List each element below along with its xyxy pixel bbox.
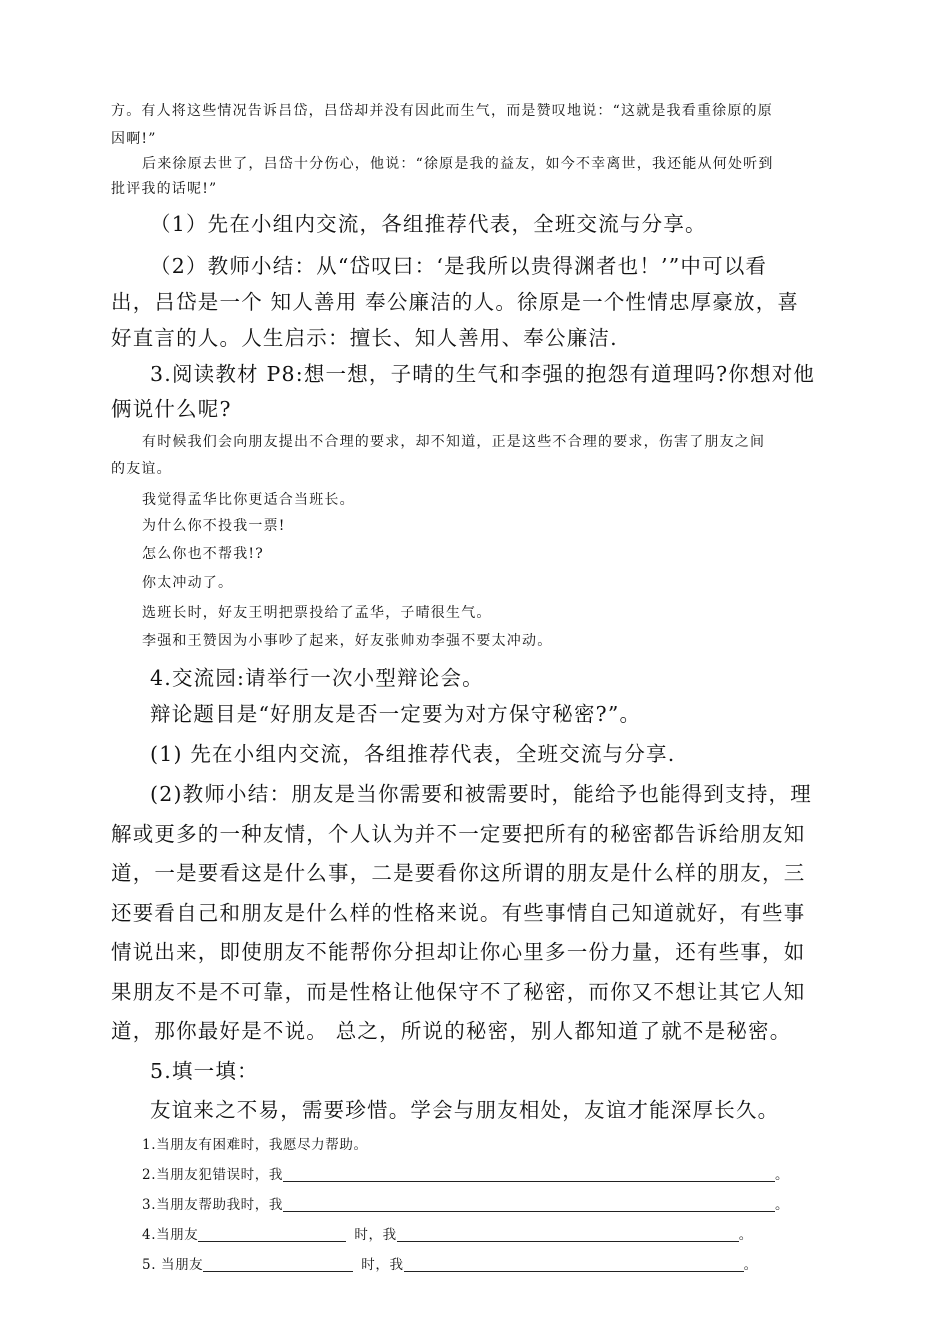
part5-intro: 友谊来之不易，需要珍惜。学会与朋友相处，友谊才能深厚长久。: [150, 1098, 780, 1122]
part3-quote-3: 怎么你也不帮我!?: [142, 546, 264, 562]
fill-item-2-blank[interactable]: [283, 1166, 775, 1182]
fill-item-4-blank-2[interactable]: [397, 1226, 739, 1242]
part4-summary-line-4: 还要看自己和朋友是什么样的性格来说。有些事情自己知道就好，有些事: [111, 901, 806, 925]
part3-question-line-1: 3.阅读教材 P8:想一想，子晴的生气和李强的抱怨有道理吗?你想对他: [150, 362, 816, 386]
fill-item-5-blank-1[interactable]: [203, 1256, 353, 1272]
part2-step1: （1）先在小组内交流，各组推荐代表，全班交流与分享。: [150, 212, 707, 236]
part4-summary-line-1: (2)教师小结：朋友是当你需要和被需要时，能给予也能得到支持，理: [150, 782, 812, 806]
fill-item-5-middle: 时，我: [361, 1257, 404, 1273]
fill-item-1: 1.当朋友有困难时，我愿尽力帮助。: [142, 1137, 368, 1153]
fill-item-5: [142, 1253, 758, 1273]
fill-item-4-period: 。: [738, 1227, 753, 1243]
fill-item-5-blank-2[interactable]: [404, 1256, 744, 1272]
part4-summary-line-2: 解或更多的一种友情，个人认为并不一定要把所有的秘密都告诉给朋友知: [111, 822, 806, 846]
fill-item-4-middle: 时，我: [354, 1227, 397, 1243]
fill-item-2: [142, 1163, 789, 1183]
story-line-2: 因啊!”: [111, 131, 157, 147]
part4-summary-line-3: 道，一是要看这是什么事，二是要看你这所谓的朋友是什么样的朋友，三: [111, 861, 806, 885]
part3-intro-line-1: 有时候我们会向朋友提出不合理的要求，却不知道，正是这些不合理的要求，伤害了朋友之间: [142, 434, 766, 450]
part3-question-line-2: 俩说什么呢?: [111, 397, 232, 421]
part4-topic: 辩论题目是“好朋友是否一定要为对方保守秘密?”。: [150, 702, 642, 726]
fill-item-4: [142, 1223, 753, 1243]
story-line-1: 方。有人将这些情况告诉吕岱，吕岱却并没有因此而生气，而是赞叹地说：“这就是我看重徐原的原: [111, 103, 773, 119]
part4-step1: (1) 先在小组内交流，各组推荐代表，全班交流与分享.: [150, 742, 676, 766]
fill-item-3-blank[interactable]: [283, 1196, 775, 1212]
part4-title: 4.交流园:请举行一次小型辩论会。: [150, 666, 484, 690]
fill-item-4-blank-1[interactable]: [198, 1226, 346, 1242]
story-line-3: 后来徐原去世了，吕岱十分伤心，他说：“徐原是我的益友，如今不幸离世，我还能从何处听到: [142, 156, 774, 172]
fill-item-2-prefix: 2.当朋友犯错误时，我: [142, 1167, 283, 1183]
part4-summary-line-7: 道，那你最好是不说。 总之，所说的秘密，别人都知道了就不是秘密。: [111, 1019, 792, 1043]
part5-title: 5.填一填：: [150, 1059, 259, 1083]
part2-summary-line-2: 出，吕岱是一个 知人善用 奉公廉洁的人。徐原是一个性情忠厚豪放，喜: [111, 290, 800, 314]
part3-quote-1: 我觉得孟华比你更适合当班长。: [142, 492, 355, 508]
fill-item-2-period: 。: [774, 1167, 790, 1183]
part3-intro-line-2: 的友谊。: [111, 461, 172, 477]
part3-quote-2: 为什么你不投我一票!: [142, 518, 286, 534]
fill-item-3: [142, 1193, 789, 1213]
part2-summary-line-1: （2）教师小结：从“岱叹曰：‘是我所以贵得渊者也！’”中可以看: [150, 254, 768, 278]
part4-summary-line-6: 果朋友不是不可靠，而是性格让他保守不了秘密，而你又不想让其它人知: [111, 980, 806, 1004]
fill-item-3-prefix: 3.当朋友帮助我时，我: [142, 1197, 283, 1213]
part2-summary-line-3: 好直言的人。人生启示：擅长、知人善用、奉公廉洁.: [111, 326, 618, 350]
fill-item-5-prefix: 5. 当朋友: [142, 1257, 204, 1273]
part3-scene-1: 选班长时，好友王明把票投给了孟华，子晴很生气。: [142, 605, 492, 621]
fill-item-4-prefix: 4.当朋友: [142, 1227, 199, 1243]
story-line-4: 批评我的话呢!”: [111, 181, 218, 197]
fill-item-3-period: 。: [774, 1197, 790, 1213]
part4-summary-line-5: 情说出来，即使朋友不能帮你分担却让你心里多一份力量，还有些事，如: [111, 940, 806, 964]
part3-quote-4: 你太冲动了。: [142, 575, 234, 591]
part3-scene-2: 李强和王赞因为小事吵了起来，好友张帅劝李强不要太冲动。: [142, 633, 553, 649]
fill-item-5-period: 。: [743, 1257, 758, 1273]
